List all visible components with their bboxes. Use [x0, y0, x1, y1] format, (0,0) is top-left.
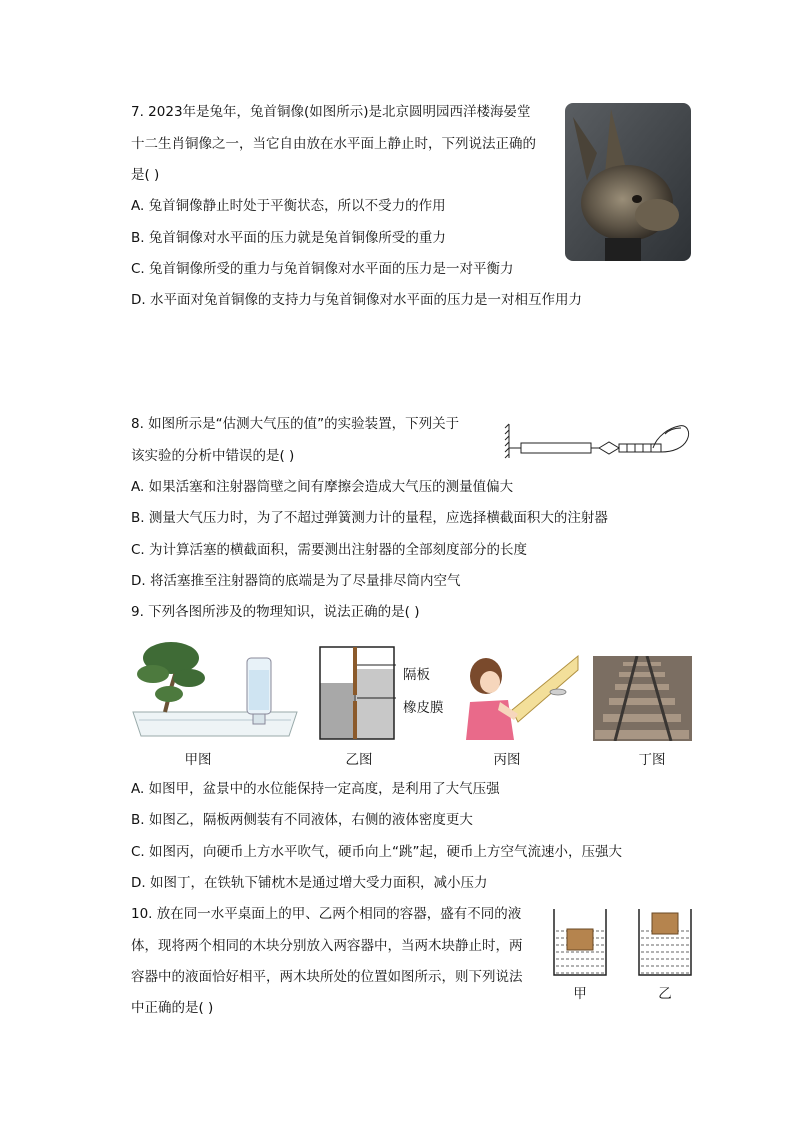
caption-jia: 甲 — [573, 986, 587, 1002]
caption-bing-tu: 丙图 — [493, 752, 521, 768]
q7-option-b: B. 兔首铜像对水平面的压力就是兔首铜像所受的重力 — [131, 230, 446, 246]
q7-stem-line-1: 7. 2023年是兔年，兔首铜像(如图所示)是北京圆明园西洋楼海晏堂 — [131, 104, 531, 120]
q8-option-b: B. 测量大气压力时，为了不超过弹簧测力计的量程，应选择横截面积大的注射器 — [131, 510, 608, 526]
q8-stem-line-1: 8. 如图所示是“估测大气压的值”的实验装置，下列关于 — [131, 416, 460, 432]
container-yi-diagram — [637, 907, 693, 977]
rabbit-head-bronze-image — [565, 103, 691, 261]
q8-option-d: D. 将活塞推至注射器筒的底端是为了尽量排尽筒内空气 — [131, 573, 461, 589]
q9-option-d: D. 如图丁，在铁轨下铺枕木是通过增大受力面积，减小压力 — [131, 875, 488, 891]
q9-stem: 9. 下列各图所涉及的物理知识，说法正确的是( ) — [131, 604, 420, 620]
q9-option-b: B. 如图乙，隔板两侧装有不同液体，右侧的液体密度更大 — [131, 812, 473, 828]
q10-stem-line-4: 中正确的是( ) — [131, 1000, 214, 1016]
caption-yi-tu: 乙图 — [345, 752, 373, 768]
q7-option-d: D. 水平面对兔首铜像的支持力与兔首铜像对水平面的压力是一对相互作用力 — [131, 292, 582, 308]
q8-option-c: C. 为计算活塞的横截面积，需要测出注射器的全部刻度部分的长度 — [131, 542, 528, 558]
caption-yi: 乙 — [658, 986, 672, 1002]
q7-stem-line-3: 是( ) — [131, 167, 160, 183]
q8-option-a: A. 如果活塞和注射器筒壁之间有摩擦会造成大气压的测量值偏大 — [131, 479, 514, 495]
caption-jia-tu: 甲图 — [184, 752, 212, 768]
q7-option-c: C. 兔首铜像所受的重力与兔首铜像对水平面的压力是一对平衡力 — [131, 261, 514, 277]
caption-ding-tu: 丁图 — [638, 752, 666, 768]
q10-stem-line-2: 体，现将两个相同的木块分别放入两容器中，当两木块静止时，两 — [131, 938, 523, 954]
q7-stem-line-2: 十二生肖铜像之一，当它自由放在水平面上静止时，下列说法正确的 — [131, 136, 536, 152]
q8-stem-line-2: 该实验的分析中错误的是( ) — [131, 448, 295, 464]
q9-option-c: C. 如图丙，向硬币上方水平吹气，硬币向上“跳”起，硬币上方空气流速小，压强大 — [131, 844, 622, 860]
bonsai-bottle-image — [131, 628, 299, 740]
q10-stem-line-1: 10. 放在同一水平桌面上的甲、乙两个相同的容器，盛有不同的液 — [131, 906, 522, 922]
q9-option-a: A. 如图甲，盆景中的水位能保持一定高度，是利用了大气压强 — [131, 781, 500, 797]
partition-container-diagram — [318, 645, 396, 741]
syringe-apparatus-diagram — [503, 418, 693, 462]
label-rubber-membrane: 橡皮膜 — [403, 700, 444, 716]
label-partition: 隔板 — [403, 667, 430, 683]
container-jia-diagram — [552, 907, 608, 977]
coin-blowing-illustration — [462, 654, 580, 744]
railway-track-image — [593, 656, 692, 741]
q7-option-a: A. 兔首铜像静止时处于平衡状态，所以不受力的作用 — [131, 198, 446, 214]
q10-stem-line-3: 容器中的液面恰好相平，两木块所处的位置如图所示，则下列说法 — [131, 969, 523, 985]
